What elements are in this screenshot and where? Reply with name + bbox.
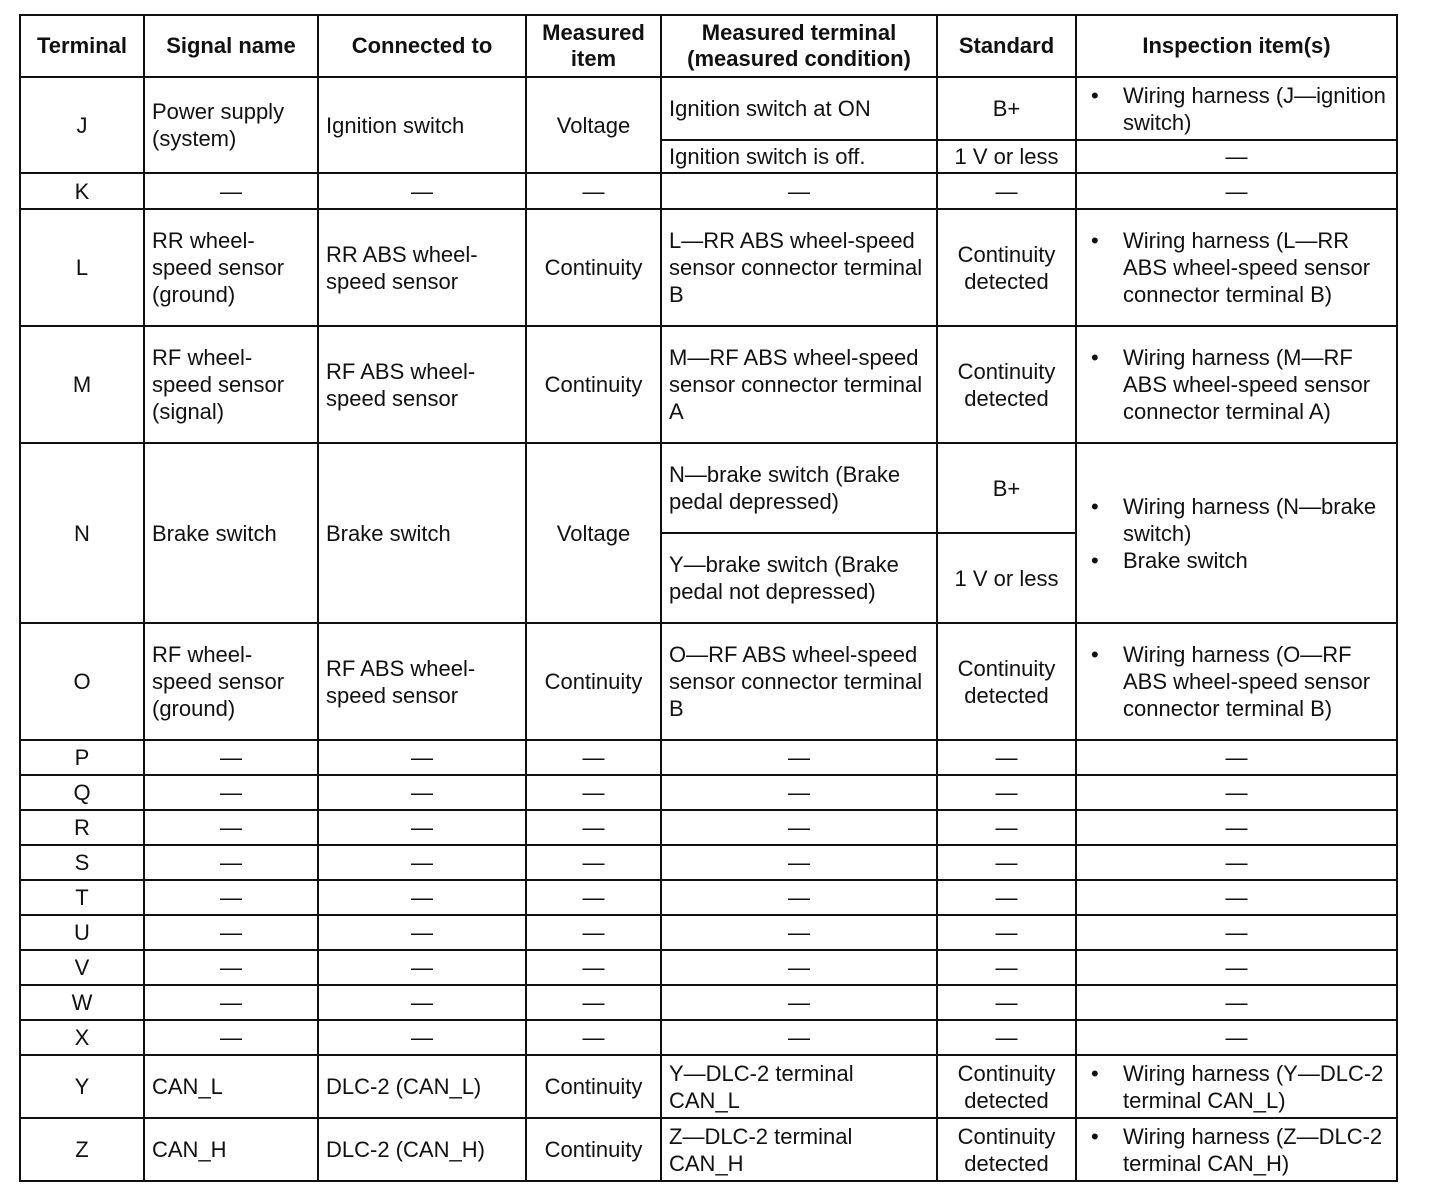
terminal-cell: R [20, 810, 144, 845]
inspection-item: • Wiring harness (L—RR ABS wheel-speed sensor connector terminal B) [1087, 227, 1389, 308]
terminal-cell: J [20, 77, 144, 173]
empty-cell: — [937, 880, 1076, 915]
header-measured-terminal: Measured terminal (measured condition) [661, 15, 937, 77]
empty-cell: — [937, 740, 1076, 775]
signal-name-cell: RF wheel-speed sensor (signal) [144, 326, 318, 443]
empty-cell: — [318, 880, 526, 915]
terminal-cell: O [20, 623, 144, 740]
terminal-cell: U [20, 915, 144, 950]
inspection-cell [1076, 443, 1397, 623]
measured-condition-cell: Y—DLC-2 terminal CAN_L [661, 1055, 937, 1118]
empty-cell: — [144, 775, 318, 810]
inspection-item: • Wiring harness (Y—DLC-2 terminal CAN_L) [1087, 1060, 1389, 1114]
standard-cell: Continuity detected [937, 623, 1076, 740]
inspection-cell [1076, 1055, 1397, 1118]
measured-condition-cell: Ignition switch is off. [661, 140, 937, 173]
inspection-cell [1076, 209, 1397, 326]
terminal-cell: Z [20, 1118, 144, 1181]
empty-cell: — [1076, 845, 1397, 880]
empty-cell: — [144, 173, 318, 209]
inspection-item: • Wiring harness (N—brake switch) [1087, 493, 1389, 547]
terminal-cell: T [20, 880, 144, 915]
empty-cell: — [526, 775, 661, 810]
header-inspection-items: Inspection item(s) [1076, 15, 1397, 77]
table-row-w [20, 985, 1397, 1020]
table-row-u [20, 915, 1397, 950]
signal-name-cell: Brake switch [144, 443, 318, 623]
empty-cell: — [526, 740, 661, 775]
table-row-x [20, 1020, 1397, 1055]
empty-cell: — [1076, 880, 1397, 915]
empty-cell: — [144, 1020, 318, 1055]
measured-item-cell: Continuity [526, 326, 661, 443]
terminal-cell: S [20, 845, 144, 880]
table-row-o [20, 623, 1397, 740]
empty-cell: — [1076, 173, 1397, 209]
terminal-cell: M [20, 326, 144, 443]
inspection-table-wrapper [19, 14, 1398, 1182]
empty-cell: — [661, 845, 937, 880]
measured-item-cell: Continuity [526, 209, 661, 326]
measured-condition-cell: L—RR ABS wheel-speed sensor connector terminal B [661, 209, 937, 326]
inspection-item: • Brake switch [1087, 547, 1389, 574]
empty-cell: — [1076, 775, 1397, 810]
empty-cell: — [318, 173, 526, 209]
empty-cell: — [144, 985, 318, 1020]
standard-cell: Continuity detected [937, 1055, 1076, 1118]
inspection-cell [1076, 623, 1397, 740]
terminal-inspection-table [19, 14, 1398, 1182]
empty-cell: — [318, 950, 526, 985]
empty-cell: — [661, 985, 937, 1020]
inspection-cell [1076, 326, 1397, 443]
inspection-item: • Wiring harness (J—ignition switch) [1087, 82, 1389, 136]
signal-name-cell: CAN_H [144, 1118, 318, 1181]
measured-condition-cell: O—RF ABS wheel-speed sensor connector terminal B [661, 623, 937, 740]
header-standard: Standard [937, 15, 1076, 77]
terminal-cell: N [20, 443, 144, 623]
standard-cell: 1 V or less [937, 140, 1076, 173]
empty-cell: — [318, 1020, 526, 1055]
empty-cell: — [1076, 810, 1397, 845]
terminal-cell: W [20, 985, 144, 1020]
empty-cell: — [318, 740, 526, 775]
measured-item-cell: Voltage [526, 77, 661, 173]
empty-cell: — [661, 1020, 937, 1055]
empty-cell: — [526, 810, 661, 845]
measured-item-cell: Voltage [526, 443, 661, 623]
empty-cell: — [318, 915, 526, 950]
empty-cell: — [937, 845, 1076, 880]
empty-cell: — [526, 915, 661, 950]
empty-cell: — [937, 1020, 1076, 1055]
connected-to-cell: Ignition switch [318, 77, 526, 173]
empty-cell: — [526, 950, 661, 985]
empty-cell: — [144, 810, 318, 845]
terminal-cell: L [20, 209, 144, 326]
measured-condition-cell: Y—brake switch (Brake pedal not depressed) [661, 533, 937, 623]
inspection-cell [1076, 1118, 1397, 1181]
standard-cell: B+ [937, 443, 1076, 533]
header-row [20, 15, 1397, 77]
terminal-cell: V [20, 950, 144, 985]
inspection-item: • Wiring harness (O—RF ABS wheel-speed sensor connector terminal B) [1087, 641, 1389, 722]
empty-cell: — [661, 950, 937, 985]
connected-to-cell: RR ABS wheel-speed sensor [318, 209, 526, 326]
empty-cell: — [526, 1020, 661, 1055]
empty-cell: — [937, 985, 1076, 1020]
header-terminal: Terminal [20, 15, 144, 77]
standard-cell: Continuity detected [937, 1118, 1076, 1181]
empty-cell: — [937, 950, 1076, 985]
table-row-l [20, 209, 1397, 326]
empty-cell: — [937, 915, 1076, 950]
header-connected-to: Connected to [318, 15, 526, 77]
empty-cell: — [661, 915, 937, 950]
header-signal-name: Signal name [144, 15, 318, 77]
table-row-q [20, 775, 1397, 810]
empty-cell: — [1076, 740, 1397, 775]
terminal-cell: P [20, 740, 144, 775]
inspection-item: • Wiring harness (M—RF ABS wheel-speed sensor connector terminal A) [1087, 344, 1389, 425]
connected-to-cell: DLC-2 (CAN_H) [318, 1118, 526, 1181]
empty-cell: — [937, 775, 1076, 810]
measured-condition-cell: Ignition switch at ON [661, 77, 937, 140]
measured-item-cell: Continuity [526, 1055, 661, 1118]
empty-cell: — [661, 173, 937, 209]
empty-cell: — [526, 173, 661, 209]
empty-cell: — [661, 775, 937, 810]
empty-cell: — [144, 845, 318, 880]
empty-cell: — [526, 880, 661, 915]
empty-cell: — [318, 845, 526, 880]
terminal-cell: X [20, 1020, 144, 1055]
header-measured-item: Measured item [526, 15, 661, 77]
measured-condition-cell: M—RF ABS wheel-speed sensor connector terminal A [661, 326, 937, 443]
table-row-n [20, 443, 1397, 533]
inspection-item: • Wiring harness (Z—DLC-2 terminal CAN_H) [1087, 1123, 1389, 1177]
signal-name-cell: RR wheel-speed sensor (ground) [144, 209, 318, 326]
connected-to-cell: RF ABS wheel-speed sensor [318, 623, 526, 740]
table-row-z [20, 1118, 1397, 1181]
standard-cell: Continuity detected [937, 326, 1076, 443]
empty-cell: — [526, 845, 661, 880]
standard-cell: B+ [937, 77, 1076, 140]
connected-to-cell: Brake switch [318, 443, 526, 623]
connected-to-cell: DLC-2 (CAN_L) [318, 1055, 526, 1118]
empty-cell: — [526, 985, 661, 1020]
empty-cell: — [661, 740, 937, 775]
standard-cell: 1 V or less [937, 533, 1076, 623]
table-row-r [20, 810, 1397, 845]
table-row-m [20, 326, 1397, 443]
signal-name-cell: Power supply (system) [144, 77, 318, 173]
terminal-cell: Y [20, 1055, 144, 1118]
empty-cell: — [661, 880, 937, 915]
table-row-k [20, 173, 1397, 209]
empty-cell: — [1076, 915, 1397, 950]
empty-cell: — [318, 985, 526, 1020]
connected-to-cell: RF ABS wheel-speed sensor [318, 326, 526, 443]
empty-cell: — [937, 810, 1076, 845]
empty-cell: — [144, 740, 318, 775]
empty-cell: — [318, 775, 526, 810]
empty-cell: — [1076, 1020, 1397, 1055]
inspection-cell: — [1076, 140, 1397, 173]
empty-cell: — [661, 810, 937, 845]
empty-cell: — [144, 880, 318, 915]
terminal-cell: K [20, 173, 144, 209]
empty-cell: — [1076, 950, 1397, 985]
empty-cell: — [144, 915, 318, 950]
empty-cell: — [144, 950, 318, 985]
measured-condition-cell: N—brake switch (Brake pedal depressed) [661, 443, 937, 533]
table-row-p [20, 740, 1397, 775]
empty-cell: — [937, 173, 1076, 209]
table-row-v [20, 950, 1397, 985]
table-row-j [20, 77, 1397, 140]
signal-name-cell: RF wheel-speed sensor (ground) [144, 623, 318, 740]
terminal-cell: Q [20, 775, 144, 810]
table-row-t [20, 880, 1397, 915]
empty-cell: — [1076, 985, 1397, 1020]
empty-cell: — [318, 810, 526, 845]
measured-condition-cell: Z—DLC-2 terminal CAN_H [661, 1118, 937, 1181]
inspection-cell [1076, 77, 1397, 140]
standard-cell: Continuity detected [937, 209, 1076, 326]
measured-item-cell: Continuity [526, 1118, 661, 1181]
measured-item-cell: Continuity [526, 623, 661, 740]
table-row-y [20, 1055, 1397, 1118]
signal-name-cell: CAN_L [144, 1055, 318, 1118]
table-row-s [20, 845, 1397, 880]
